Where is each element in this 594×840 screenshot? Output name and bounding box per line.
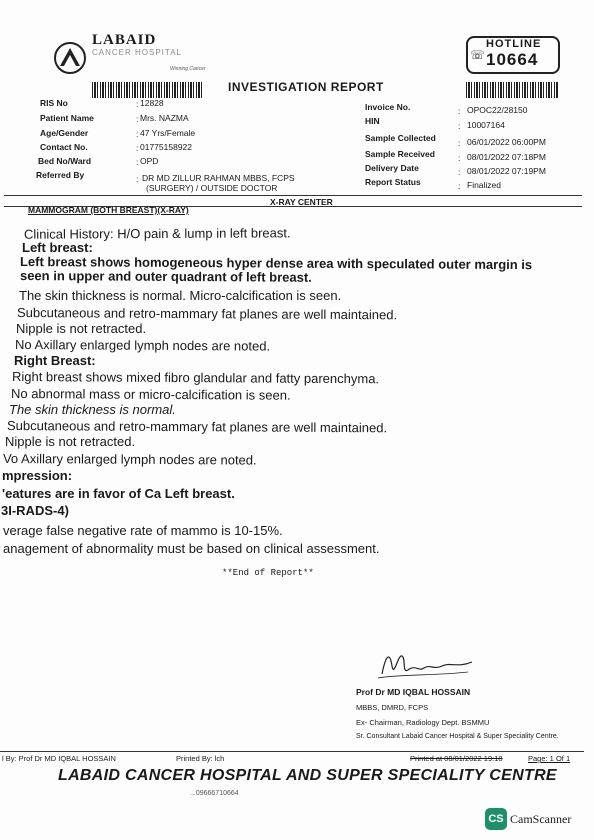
report-status-value: Finalized: [467, 180, 502, 190]
hin-label: HIN: [365, 116, 380, 126]
impression-heading: mpression:: [2, 468, 73, 483]
camscanner-label: CamScanner: [510, 812, 572, 826]
colon: :: [136, 157, 139, 167]
finding-line: Nipple is not retracted.: [16, 321, 147, 336]
colon: :: [458, 106, 461, 116]
birads-line: 3I-RADS-4): [1, 503, 69, 518]
finding-line: The skin thickness is normal. Micro-calcification is seen.: [19, 288, 342, 303]
barcode-left: [92, 82, 202, 98]
invoice-label: Invoice No.: [365, 102, 411, 112]
exam-title: MAMMOGRAM (BOTH BREAST)(X-RAY): [28, 205, 189, 215]
finding-line: Subcutaneous and retro-mammary fat planes are well maintained.: [16, 305, 398, 323]
finding-line: No abnormal mass or micro-calcification is seen.: [10, 386, 291, 403]
report-title: INVESTIGATION REPORT: [228, 80, 384, 94]
finding-line: Left breast shows homogeneous hyper dense area with speculated outer margin is: [19, 254, 533, 273]
phone-icon: ☏: [470, 48, 486, 62]
signatory-name: Prof Dr MD IQBAL HOSSAIN: [356, 687, 471, 697]
delivery-date-value: 08/01/2022 07:19PM: [467, 166, 546, 176]
page-number: Page: 1 Of 1: [528, 754, 571, 763]
labaid-logo-icon: [50, 40, 90, 76]
finding-line: Nipple is not retracted.: [5, 434, 136, 449]
hospital-name: LABAID CANCER HOSPITAL AND SUPER SPECIALITY CENTRE: [58, 767, 557, 784]
camscanner-logo-icon: CS: [485, 808, 507, 830]
finding-line: seen in upper and outer quadrant of left breast.: [19, 268, 312, 285]
colon: :: [136, 99, 139, 109]
colon: :: [458, 181, 461, 191]
right-breast-heading: Right Breast:: [14, 353, 96, 368]
age-gender-value: 47 Yrs/Female: [140, 128, 196, 138]
divider: [4, 195, 582, 196]
end-of-report: **End of Report**: [222, 568, 314, 578]
hotline-number: 10664: [486, 50, 539, 69]
patient-name-label: Patient Name: [40, 113, 94, 123]
hospital-address: ...09666710664: [190, 790, 239, 797]
section-title: X-RAY CENTER: [270, 197, 333, 207]
signatory-role: Ex- Chairman, Radiology Dept. BSMMU: [356, 718, 490, 727]
finding-line: Subcutaneous and retro-mammary fat planes are well maintained.: [6, 418, 388, 436]
sample-received-label: Sample Received: [365, 149, 435, 159]
bed-ward-value: OPD: [140, 156, 159, 166]
hin-value: 10007164: [467, 120, 505, 130]
signatory-degrees: MBBS, DMRD, FCPS: [356, 703, 429, 712]
sample-received-value: 08/01/2022 07:18PM: [467, 152, 546, 162]
ris-label: RIS No: [40, 98, 68, 108]
patient-name-value: Mrs. NAZMA: [140, 113, 189, 123]
logo-subtitle: CANCER HOSPITAL: [92, 48, 182, 57]
logo-tagline: Winning Cancer: [170, 66, 206, 72]
contact-value: 01775158922: [140, 142, 193, 152]
colon: :: [136, 114, 139, 124]
colon: :: [458, 121, 461, 131]
invoice-value: OPOC22/28150: [467, 105, 528, 115]
finding-line: Vo Axillary enlarged lymph nodes are noted.: [2, 451, 257, 468]
logo-name: LABAID: [92, 32, 157, 48]
colon: :: [136, 129, 139, 139]
referred-by-label: Referred By: [36, 170, 85, 180]
printed-at: Printed at 08/01/2022 19:18: [410, 754, 503, 763]
delivery-date-label: Delivery Date: [365, 163, 419, 173]
verified-by: l By: Prof Dr MD IQBAL HOSSAIN: [2, 754, 116, 763]
referred-by-value-2: (SURGERY) / OUTSIDE DOCTOR: [146, 183, 278, 193]
signatory-role: Sr. Consultant Labaid Cancer Hospital & Super Speciality Centre.: [356, 733, 559, 740]
colon: :: [136, 143, 139, 153]
clinical-history: Clinical History: H/O pain & lump in left breast.: [23, 225, 291, 242]
left-breast-heading: Left breast:: [22, 240, 93, 255]
ris-value: 12828: [140, 98, 164, 108]
signature-icon: [372, 644, 482, 684]
footer-divider: [0, 751, 584, 752]
sample-collected-value: 06/01/2022 06:00PM: [467, 137, 546, 147]
finding-line: The skin thickness is normal.: [9, 402, 176, 417]
referred-by-value: DR MD ZILLUR RAHMAN MBBS, FCPS: [142, 173, 295, 183]
age-gender-label: Age/Gender: [40, 128, 89, 138]
colon: :: [458, 167, 461, 177]
note-line: anagement of abnormality must be based on clinical assessment.: [3, 541, 380, 556]
colon: :: [458, 153, 461, 163]
sample-collected-label: Sample Collected: [365, 133, 436, 143]
impression-line: 'eatures are in favor of Ca Left breast.: [2, 486, 235, 501]
contact-label: Contact No.: [40, 142, 88, 152]
colon: :: [136, 174, 139, 184]
hotline-label: HOTLINE: [486, 38, 542, 50]
finding-line: No Axillary enlarged lymph nodes are noted.: [14, 337, 271, 354]
barcode-right: [466, 82, 558, 98]
note-line: verage false negative rate of mammo is 10-15%.: [3, 523, 283, 538]
printed-by: Printed By: lch: [176, 754, 225, 763]
colon: :: [458, 138, 461, 148]
bed-ward-label: Bed No/Ward: [38, 156, 92, 166]
report-status-label: Report Status: [365, 177, 421, 187]
finding-line: Right breast shows mixed fibro glandular and fatty parenchyma.: [11, 369, 380, 387]
